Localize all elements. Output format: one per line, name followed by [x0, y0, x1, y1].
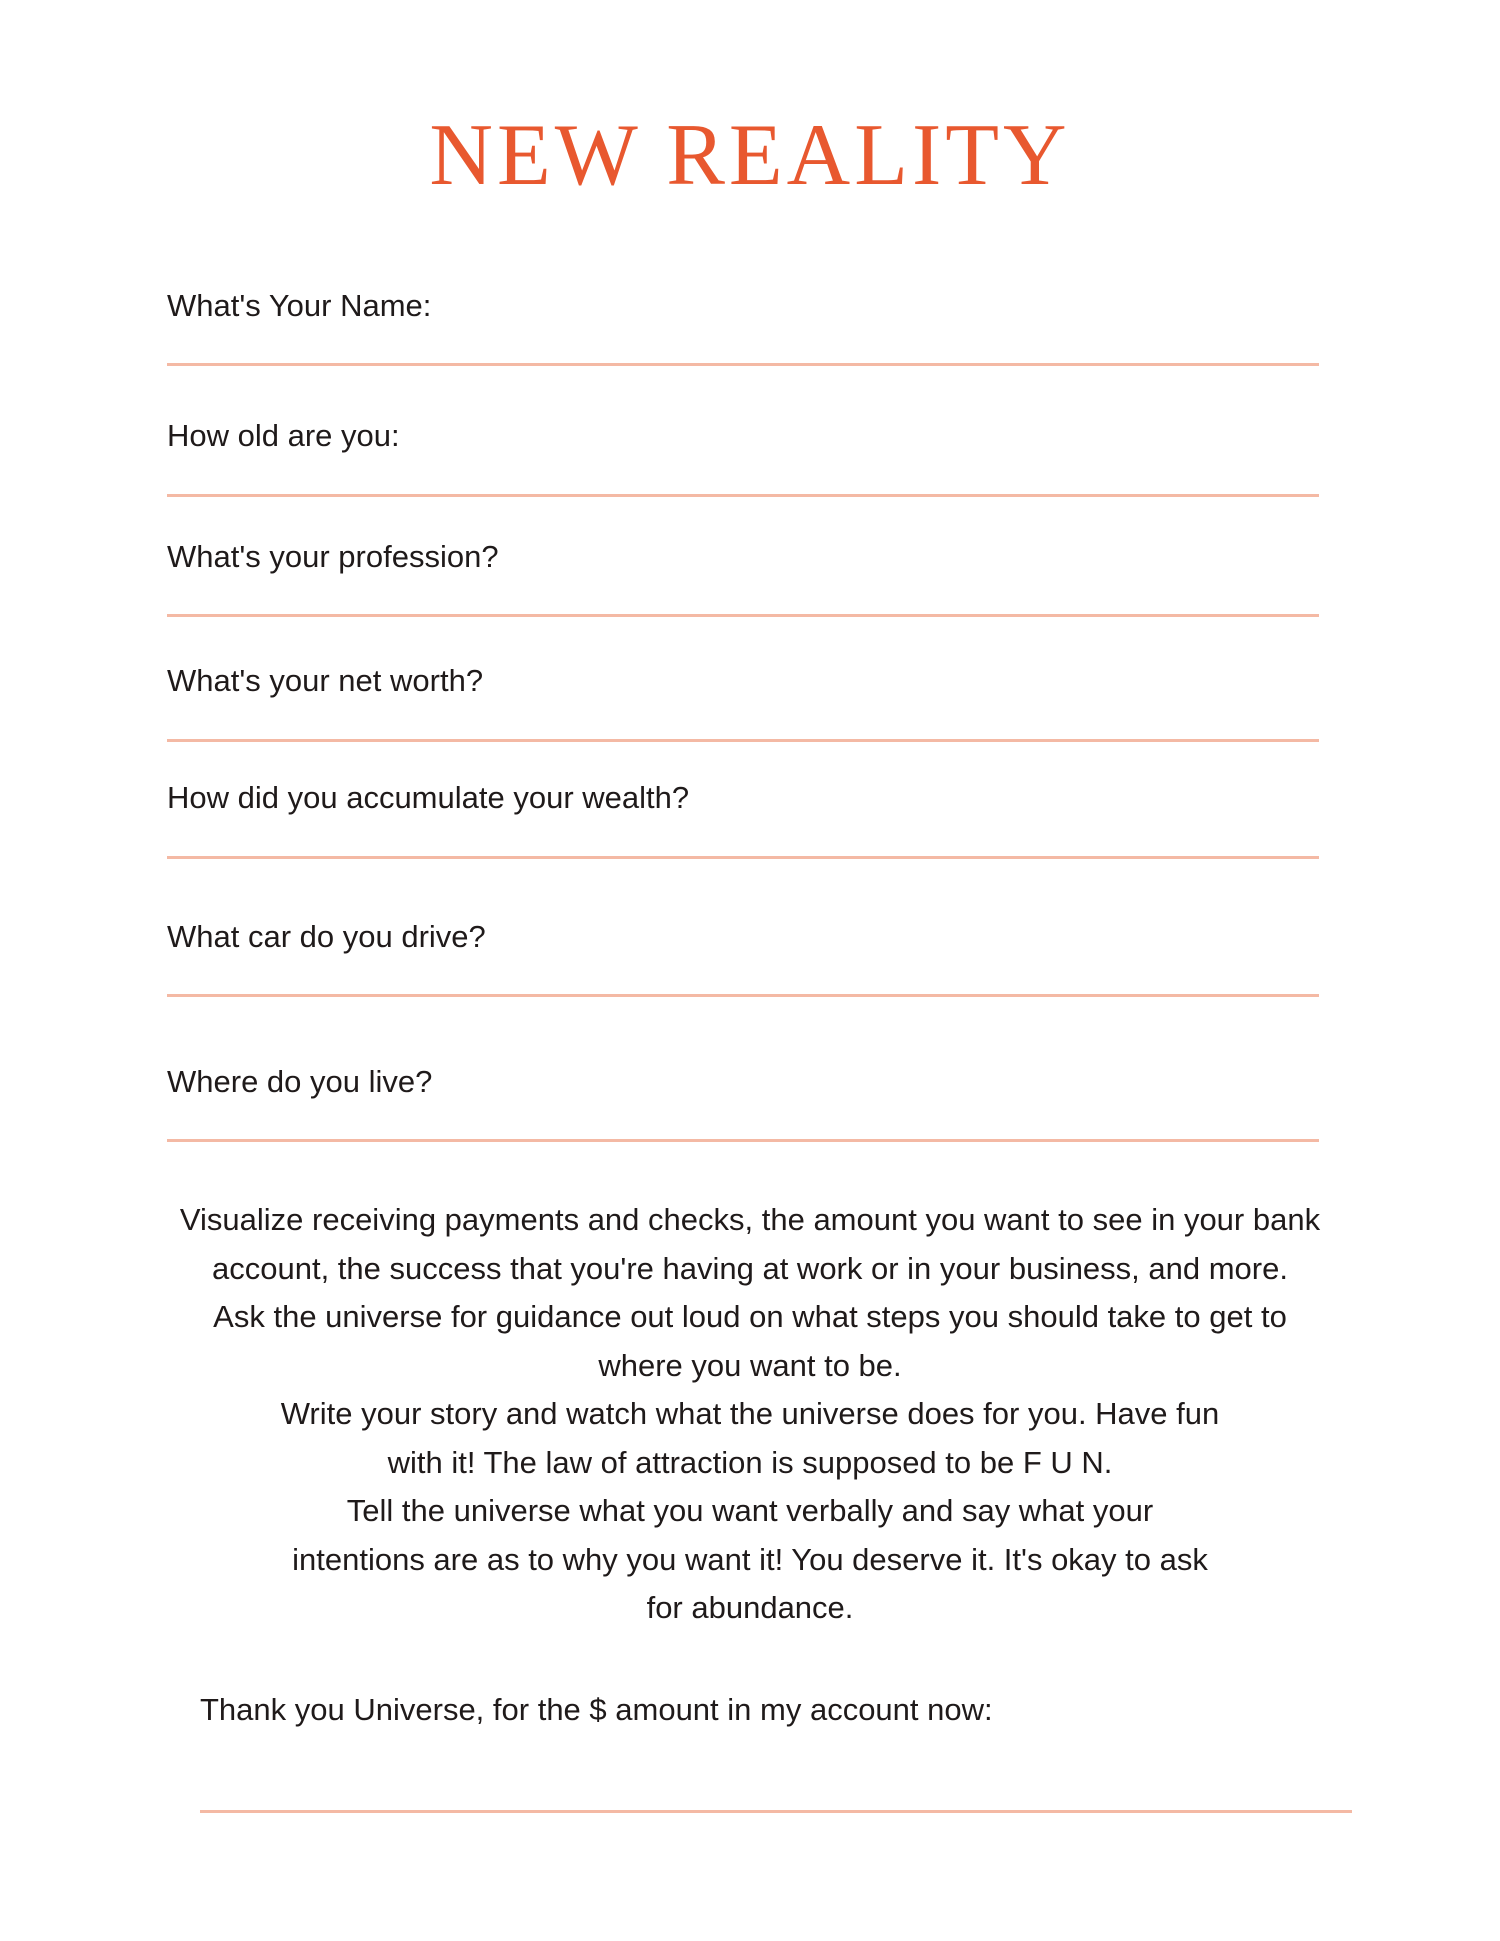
age-answer-line[interactable] [167, 494, 1319, 497]
paragraph-line: Visualize receiving payments and checks, the amount you want to see in your bank [179, 1202, 1321, 1237]
instructions-paragraph [150, 1196, 1350, 1633]
paragraph-line: Tell the universe what you want verbally and say what your [346, 1493, 1154, 1528]
net-worth-answer-line[interactable] [167, 739, 1319, 742]
page-title: NEW REALITY [429, 107, 1071, 204]
net-worth-label: What's your net worth? [167, 663, 484, 698]
paragraph-line: intentions are as to why you want it! You deserve it. It's okay to ask [292, 1541, 1208, 1577]
profession-label: What's your profession? [167, 539, 499, 574]
name-answer-line[interactable] [167, 363, 1319, 366]
profession-answer-line[interactable] [167, 614, 1319, 617]
paragraph-line: Ask the universe for guidance out loud on what steps you should take to get to [213, 1299, 1287, 1334]
name-label: What's Your Name: [167, 288, 432, 323]
residence-label: Where do you live? [167, 1064, 433, 1099]
residence-answer-line[interactable] [167, 1139, 1319, 1142]
wealth-answer-line[interactable] [167, 856, 1319, 859]
car-label: What car do you drive? [167, 919, 486, 954]
paragraph-line: account, the success that you're having at work or in your business, and more. [212, 1250, 1288, 1286]
age-label: How old are you: [167, 418, 400, 453]
wealth-label: How did you accumulate your wealth? [167, 780, 690, 815]
car-answer-line[interactable] [167, 994, 1319, 997]
paragraph-line: Write your story and watch what the universe does for you. Have fun [280, 1396, 1220, 1431]
amount-answer-line[interactable] [200, 1810, 1352, 1813]
paragraph-line: with it! The law of attraction is supposed to be F U N. [387, 1444, 1113, 1480]
paragraph-line: for abundance. [646, 1590, 854, 1625]
thanks-label: Thank you Universe, for the $ amount in my account now: [200, 1692, 993, 1727]
paragraph-line: where you want to be. [598, 1347, 902, 1383]
